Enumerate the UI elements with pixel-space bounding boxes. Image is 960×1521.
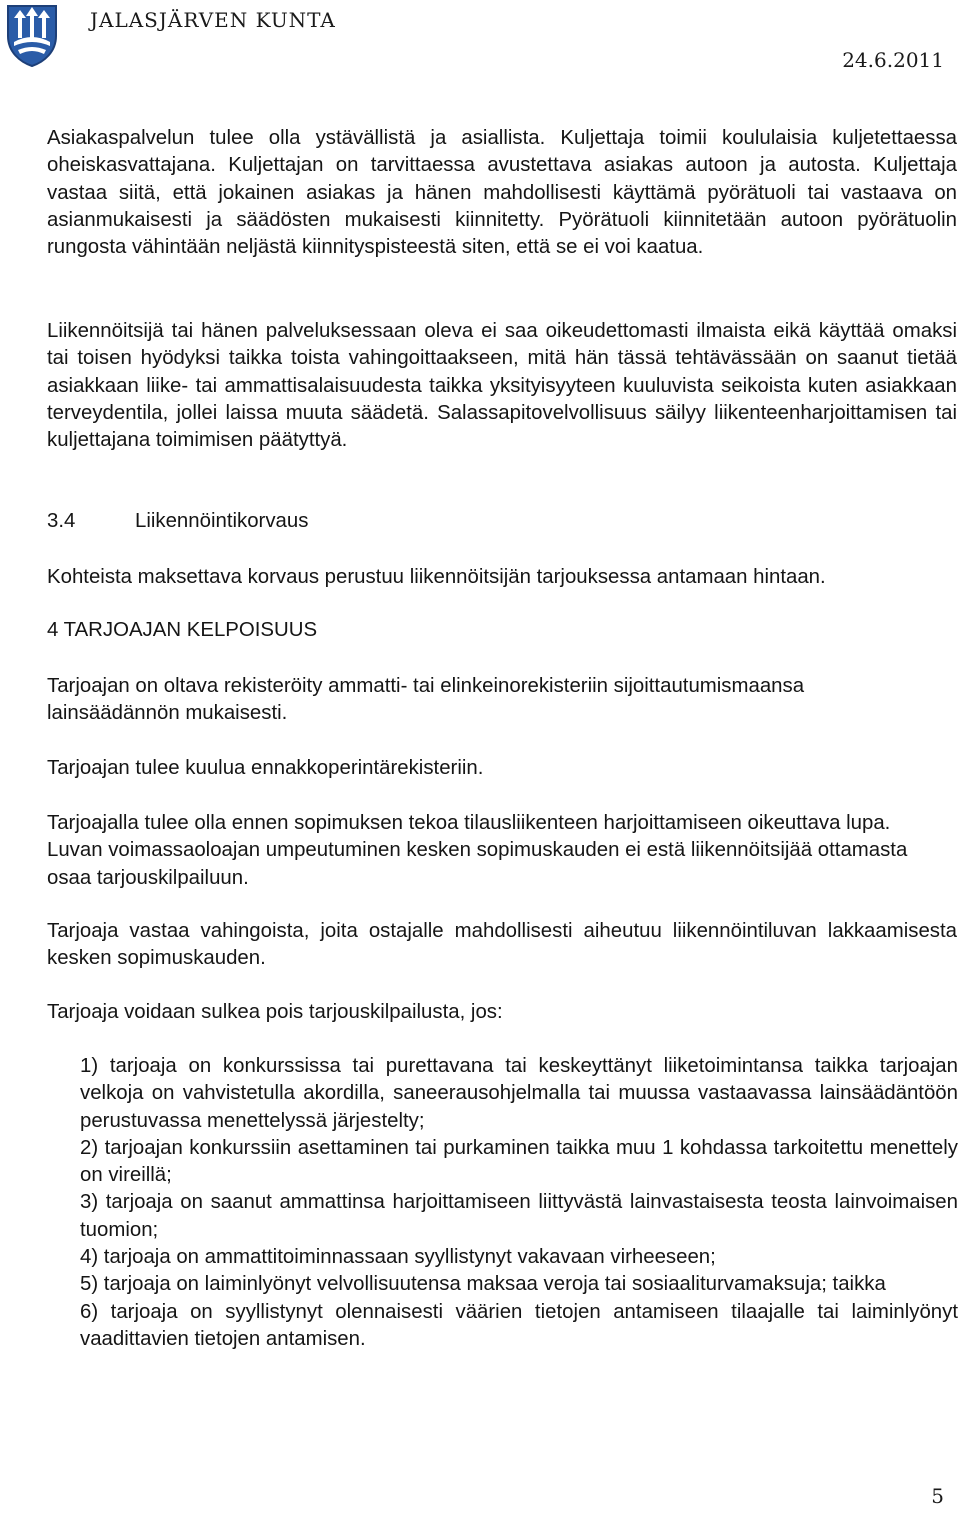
paragraph-confidentiality: Liikennöitsijä tai hänen palveluksessaan oleva ei saa oikeudettomasti ilmaista eikä käyttää omaksi tai toisen hyödyksi taikka toista vahingoittaakseen, mitä hän tässä tehtävässään on saanut tietää asiakkaan liike- tai ammattisalaisuudesta taikka yksityisyyteen kuuluvista seikoista kuten asiakkaan terveydentila, jollei laissa muuta säädetä. Salassapitovelvollisuus säilyy liikenteenharjoittamisen tai kuljettajana toimimisen päätyttyä.: [47, 320, 957, 452]
paragraph-exclusion-intro: Tarjoaja voidaan sulkea pois tarjouskilpailusta, jos:: [47, 1001, 503, 1023]
section-number: 3.4: [47, 510, 76, 532]
paragraph-prepayment-register: Tarjoajan tulee kuulua ennakkoperintärekisteriin.: [47, 757, 484, 779]
list-item: 5) tarjoaja on laiminlyönyt velvollisuutensa maksaa veroja tai sosiaaliturvamaksuja; taikka: [80, 1273, 886, 1296]
list-item: 3) tarjoaja on saanut ammattinsa harjoittamiseen liittyvästä lainvastaisesta teosta lainvoimaisen tuomion;: [80, 1191, 958, 1241]
page-header: [0, 0, 960, 72]
list-item: 6) tarjoaja on syyllistynyt olennaisesti väärien tietojen antamiseen tilaajalle tai laiminlyönyt vaadittavien tietojen antamisen.: [80, 1300, 958, 1350]
page-number: 5: [931, 1484, 944, 1508]
section-title: Liikennöintikorvaus: [135, 510, 309, 532]
paragraph-customer-service: Asiakaspalvelun tulee olla ystävällistä ja asiallista. Kuljettaja toimii koululaisia kuljetettaessa oheiskasvattajana. Kuljettajan on tarvittaessa avustettava asiakas autoon ja autosta. Kuljettaja vastaa siitä, että jokainen asiakas ja hänen mahdollisesti käyttämä pyörätuoli tai vastaava on asianmukaisesti ja säädösten mukaisesti kiinnitetty. Pyörätuoli kiinnitetään autoon pyörätuolin rungosta vähintään neljästä kiinnityspisteestä siten, että se ei voi kaatua.: [47, 127, 957, 259]
list-item: 4) tarjoaja on ammattitoiminnassaan syyllistynyt vakavaan virheeseen;: [80, 1246, 716, 1269]
chapter-heading: 4 TARJOAJAN KELPOISUUS: [47, 619, 318, 641]
exclusion-list: [80, 1053, 958, 1353]
list-item: 1) tarjoaja on konkurssissa tai purettavana tai keskeyttänyt liiketoimintansa taikka tarjoajan velkoja on vahvistetulla akordilla, saneerausohjelmalla tai muussa vastaavassa lainsäädäntöön perustuvassa menettelyssä järjestelty;: [80, 1055, 958, 1132]
coat-of-arms-icon: [4, 2, 60, 68]
list-item: 2) tarjoajan konkurssiin asettaminen tai purkaminen taikka muu 1 kohdassa tarkoitettu menettely on vireillä;: [80, 1136, 958, 1187]
paragraph-liability: Tarjoaja vastaa vahingoista, joita ostajalle mahdollisesti aiheutuu liikennöintiluvan lakkaamisesta kesken sopimuskauden.: [47, 920, 957, 970]
document-date: 24.6.2011: [842, 48, 944, 72]
paragraph-registration: Tarjoajan on oltava rekisteröity ammatti- tai elinkeinorekisteriin sijoittautumismaansa lainsäädännön mukaisesti.: [47, 675, 805, 725]
organization-name: JALASJÄRVEN KUNTA: [90, 8, 336, 32]
paragraph-compensation: Kohteista maksettava korvaus perustuu liikennöitsijän tarjouksessa antamaan hintaan.: [47, 566, 826, 588]
paragraph-license: Tarjoajalla tulee olla ennen sopimuksen tekoa tilausliikenteen harjoittamiseen oikeuttava lupa. Luvan voimassaoloajan umpeutuminen kesken sopimuskauden ei estä liikennöitsijää ottamasta osaa tarjouskilpailuun.: [47, 812, 908, 889]
